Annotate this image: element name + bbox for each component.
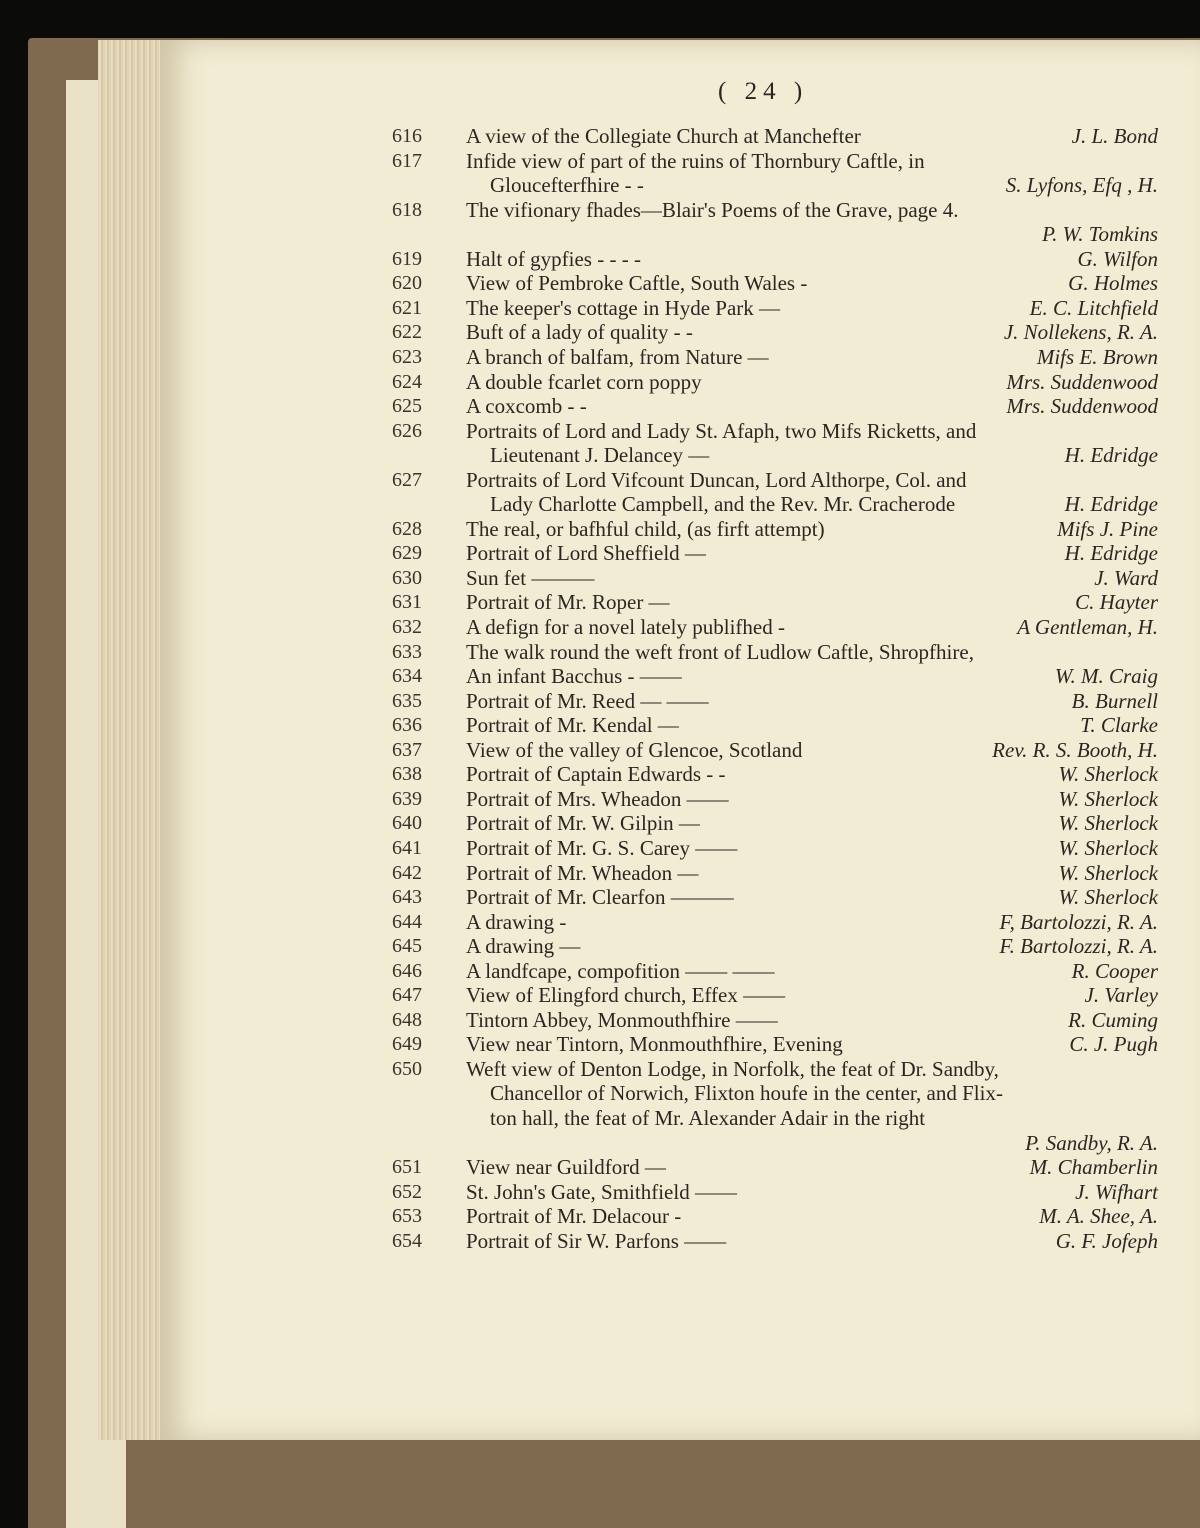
entry-number: 635 (392, 689, 422, 712)
catalogue-entry (392, 713, 1162, 738)
entry-artist: M. Chamberlin (1029, 1155, 1158, 1180)
entry-number: 654 (392, 1229, 422, 1252)
entry-artist: R. Cuming (1068, 1007, 1158, 1032)
catalogue-entry (392, 836, 1162, 861)
catalogue-entry (392, 1032, 1162, 1057)
entry-title: The walk round the weft front of Ludlow Caftle, Shropfhire, (466, 639, 974, 664)
entry-artist: Rev. R. S. Booth, H. (992, 737, 1158, 762)
catalogue-entry (392, 492, 1162, 517)
catalogue-entry (392, 959, 1162, 984)
entry-title: Infide view of part of the ruins of Thornbury Caftle, in (466, 148, 925, 173)
entry-title: ton hall, the feat of Mr. Alexander Adair in the right (490, 1106, 926, 1130)
entry-artist: H. Edridge (1064, 443, 1158, 468)
entry-title: Sun fet ——— (466, 565, 595, 590)
entry-number: 632 (392, 616, 422, 638)
entry-title: Portraits of Lord and Lady St. Afaph, two Mifs Ricketts, and (466, 418, 977, 443)
entry-title: Lieutenant J. Delancey — (490, 443, 710, 468)
entry-number: 622 (392, 321, 422, 344)
entry-title: Portrait of Mr. G. S. Carey —— (466, 835, 738, 860)
catalogue-entry (392, 345, 1162, 370)
entry-title: An infant Bacchus - —— (466, 664, 682, 689)
entry-title: Portrait of Mr. Kendal — (466, 713, 679, 738)
entry-number: 644 (392, 910, 422, 933)
entry-title: Tintorn Abbey, Monmouthfhire —— (466, 1007, 778, 1032)
catalogue-entry (392, 762, 1162, 787)
catalogue-entry (392, 787, 1162, 812)
catalogue-entry (392, 468, 1162, 493)
catalogue-entry (392, 1008, 1162, 1033)
entry-title: View of the valley of Glencoe, Scotland (466, 737, 803, 762)
entry-number: 625 (392, 395, 422, 418)
entry-number: 643 (392, 886, 422, 909)
catalogue-entry (392, 1229, 1162, 1254)
catalogue-entry (392, 811, 1162, 836)
entry-number: 640 (392, 812, 422, 835)
entry-number: 626 (392, 419, 422, 442)
entry-title: A landfcape, compofition —— —— (466, 958, 775, 983)
entry-artist: E. C. Litchfield (1029, 295, 1158, 320)
entry-artist: G. Wilfon (1077, 246, 1158, 271)
entry-artist: S. Lyfons, Efq , H. (1005, 173, 1158, 198)
entry-title: Portrait of Mr. Roper — (466, 590, 670, 615)
entry-title: Portrait of Lord Sheffield — (466, 541, 706, 566)
entry-title: View near Guildford — (466, 1155, 666, 1180)
entry-artist: C. J. Pugh (1069, 1032, 1158, 1057)
entry-number: 634 (392, 665, 422, 688)
entry-number: 631 (392, 591, 422, 614)
entry-artist: B. Burnell (1071, 688, 1158, 713)
entry-title: The keeper's cottage in Hyde Park — (466, 295, 781, 320)
entry-title: Gloucefterfhire - - (490, 173, 644, 198)
catalogue-entry (392, 910, 1162, 935)
entry-title: A coxcomb - - (466, 394, 587, 419)
catalogue-entry (392, 738, 1162, 763)
entry-title: Chancellor of Norwich, Flixton houfe in the center, and Flix- (490, 1081, 1003, 1106)
entry-artist: M. A. Shee, A. (1039, 1204, 1158, 1229)
entry-title: View of Pembroke Caftle, South Wales - (466, 271, 808, 296)
entry-artist: Mifs E. Brown (1036, 344, 1158, 369)
entry-artist: Mifs J. Pine (1057, 516, 1158, 541)
entry-title: A view of the Collegiate Church at Manchefter (466, 124, 861, 148)
entry-title: Buft of a lady of quality - - (466, 320, 693, 345)
entry-artist: G. F. Jofeph (1055, 1228, 1158, 1253)
entry-number: 628 (392, 517, 422, 540)
catalogue-entry (392, 615, 1162, 640)
entry-title: A drawing — (466, 934, 581, 959)
catalogue-entry (392, 1106, 1162, 1131)
catalogue-entry (392, 566, 1162, 591)
catalogue-entry (392, 419, 1162, 444)
entry-artist: W. Sherlock (1058, 786, 1158, 811)
entry-title: The real, or bafhful child, (as firft attempt) (466, 516, 825, 541)
catalogue-entry (392, 664, 1162, 689)
entry-title: The vifionary fhades—Blair's Poems of the Grave, page 4. (466, 197, 959, 222)
entry-title: Portrait of Captain Edwards - - (466, 762, 726, 787)
entry-number: 638 (392, 763, 422, 786)
catalogue-entry (392, 934, 1162, 959)
entry-number: 648 (392, 1008, 422, 1031)
entry-artist: J. Wifhart (1075, 1179, 1158, 1204)
catalogue-entry (392, 370, 1162, 395)
catalogue-entry (392, 1180, 1162, 1205)
catalogue-entry (392, 1081, 1162, 1106)
entry-artist: W. Sherlock (1058, 762, 1158, 787)
entry-artist: W. Sherlock (1058, 860, 1158, 885)
entry-number: 646 (392, 959, 422, 982)
entry-number: 629 (392, 542, 422, 565)
entry-number: 624 (392, 370, 422, 393)
entry-artist: Mrs. Suddenwood (1006, 369, 1158, 394)
entry-title: A drawing - (466, 909, 567, 934)
entry-artist: W. Sherlock (1058, 811, 1158, 836)
entry-title: Portraits of Lord Vifcount Duncan, Lord Althorpe, Col. and (466, 467, 967, 492)
entry-artist: C. Hayter (1075, 590, 1158, 615)
entry-title: A double fcarlet corn poppy (466, 369, 702, 394)
catalogue-entry (392, 296, 1162, 321)
catalogue-entry (392, 198, 1162, 223)
entry-title: A defign for a novel lately publifhed - (466, 615, 785, 639)
catalogue-entry (392, 247, 1162, 272)
entry-artist: A Gentleman, H. (1017, 615, 1158, 639)
catalogue-entry (392, 861, 1162, 886)
entry-title: Portrait of Mr. Delacour - (466, 1204, 682, 1229)
entry-artist: F, Bartolozzi, R. A. (999, 909, 1158, 934)
entry-number: 642 (392, 861, 422, 884)
entry-artist: H. Edridge (1064, 541, 1158, 566)
entry-title: View near Tintorn, Monmouthfhire, Evening (466, 1032, 843, 1057)
page-number: ( 24 ) (718, 78, 809, 105)
catalogue-entry (392, 1131, 1162, 1156)
entry-artist: W. Sherlock (1058, 835, 1158, 860)
entry-title: View of Elingford church, Effex —— (466, 983, 786, 1008)
catalogue-entry (392, 1155, 1162, 1180)
entry-number: 639 (392, 787, 422, 810)
entry-number: 653 (392, 1205, 422, 1228)
entry-artist: W. M. Craig (1054, 664, 1158, 689)
entry-number: 651 (392, 1156, 422, 1179)
entry-number: 620 (392, 272, 422, 295)
entry-number: 623 (392, 345, 422, 368)
entry-title: Portrait of Mr. Wheadon — (466, 860, 699, 885)
entry-number: 619 (392, 247, 422, 270)
catalogue-entry (392, 173, 1162, 198)
catalogue-entry (392, 443, 1162, 468)
entry-artist: G. Holmes (1068, 271, 1158, 296)
catalogue-entry (392, 222, 1162, 247)
entry-artist: Mrs. Suddenwood (1006, 394, 1158, 419)
entry-number: 647 (392, 984, 422, 1007)
entry-number: 621 (392, 296, 422, 319)
entry-title: Lady Charlotte Campbell, and the Rev. Mr. Cracherode (490, 492, 956, 517)
catalogue-entry (392, 1204, 1162, 1229)
catalogue-entry (392, 320, 1162, 345)
entry-number: 652 (392, 1180, 422, 1203)
entry-title: Portrait of Sir W. Parfons —— (466, 1228, 727, 1253)
catalogue-entry (392, 271, 1162, 296)
entry-artist: W. Sherlock (1058, 885, 1158, 910)
entry-title: Portrait of Mr. W. Gilpin — (466, 811, 700, 836)
catalogue-entry (392, 689, 1162, 714)
catalogue-entry (392, 124, 1162, 149)
entry-artist: J. Varley (1084, 983, 1158, 1008)
entry-artist: P. W. Tomkins (1042, 222, 1158, 247)
entry-number: 641 (392, 836, 422, 859)
entry-title: Halt of gypfies - - - - (466, 246, 641, 271)
entry-title: Portrait of Mr. Clearfon ——— (466, 885, 734, 910)
entry-number: 633 (392, 640, 422, 663)
catalogue-entry (392, 640, 1162, 665)
catalogue-entry (392, 885, 1162, 910)
catalogue-entry (392, 541, 1162, 566)
catalogue-entry (392, 517, 1162, 542)
catalogue-entry (392, 149, 1162, 174)
entry-number: 616 (392, 125, 422, 147)
entry-number: 637 (392, 738, 422, 761)
entry-number: 650 (392, 1057, 422, 1080)
entry-artist: P. Sandby, R. A. (1025, 1130, 1158, 1155)
entry-title: Portrait of Mr. Reed — —— (466, 688, 709, 713)
entry-number: 636 (392, 714, 422, 737)
entry-number: 627 (392, 468, 422, 491)
entry-artist: F. Bartolozzi, R. A. (999, 934, 1158, 959)
entry-number: 645 (392, 935, 422, 958)
catalogue-entry (392, 590, 1162, 615)
entry-title: St. John's Gate, Smithfield —— (466, 1179, 737, 1204)
entry-artist: R. Cooper (1071, 958, 1158, 983)
catalogue-entry (392, 1057, 1162, 1082)
catalogue-entry (392, 983, 1162, 1008)
entry-artist: T. Clarke (1080, 713, 1158, 738)
catalogue-entry (392, 394, 1162, 419)
entry-number: 649 (392, 1033, 422, 1056)
entry-number: 618 (392, 198, 422, 221)
entry-number: 630 (392, 566, 422, 589)
entry-artist: J. Nollekens, R. A. (1003, 320, 1158, 345)
entry-title: A branch of balfam, from Nature — (466, 344, 769, 369)
entry-title: Weft view of Denton Lodge, in Norfolk, the feat of Dr. Sandby, (466, 1056, 999, 1081)
entry-number: 617 (392, 149, 422, 172)
entry-artist: H. Edridge (1064, 492, 1158, 517)
entry-artist: J. Ward (1094, 565, 1158, 590)
entry-artist: J. L. Bond (1071, 124, 1158, 148)
entry-title: Portrait of Mrs. Wheadon —— (466, 786, 729, 811)
